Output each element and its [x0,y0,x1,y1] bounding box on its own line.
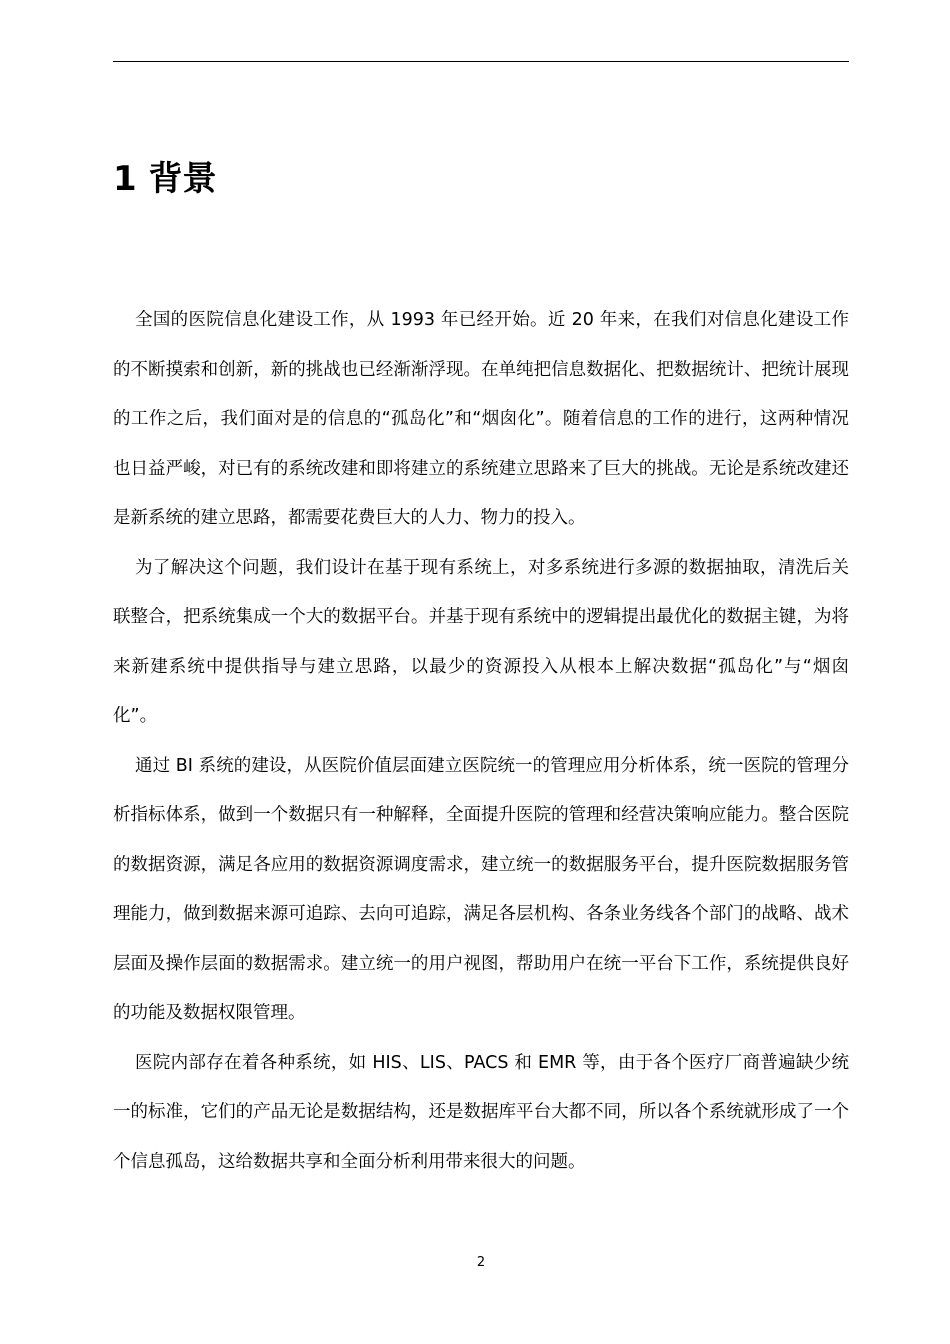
paragraph-3: 通过 BI 系统的建设，从医院价值层面建立医院统一的管理应用分析体系，统一医院的管理分析指标体系，做到一个数据只有一种解释，全面提升医院的管理和经营决策响应能力。整合医院的数据资源，满足各应用的数据资源调度需求，建立统一的数据服务平台，提升医院数据服务管理能力，做到数据来源可追踪、去向可追踪，满足各层机构、各条业务线各个部门的战略、战术层面及操作层面的数据需求。建立统一的用户视图，帮助用户在统一平台下工作，系统提供良好的功能及数据权限管理。 [113,755,849,1023]
body-text [113,296,849,1187]
header-rule [113,61,849,62]
section-title: 1 背景 [113,159,217,199]
paragraph-1: 全国的医院信息化建设工作，从 1993 年已经开始。近 20 年来，在我们对信息化建设工作的不断摸索和创新，新的挑战也已经渐渐浮现。在单纯把信息数据化、把数据统计、把统计展现的工作之后，我们面对是的信息的“孤岛化”和“烟囱化”。随着信息的工作的进行，这两种情况也日益严峻，对已有的系统改建和即将建立的系统建立思路来了巨大的挑战。无论是系统改建还是新系统的建立思路，都需要花费巨大的人力、物力的投入。 [113,310,849,528]
page-number: 2 [476,1255,486,1270]
paragraph-4: 医院内部存在着各种系统，如 HIS、LIS、PACS 和 EMR 等，由于各个医疗厂商普遍缺少统一的标准，它们的产品无论是数据结构，还是数据库平台大都不同，所以各个系统就形成了一个个信息孤岛，这给数据共享和全面分析利用带来很大的问题。 [113,1052,849,1172]
paragraph-2: 为了解决这个问题，我们设计在基于现有系统上，对多系统进行多源的数据抽取，清洗后关联整合，把系统集成一个大的数据平台。并基于现有系统中的逻辑提出最优化的数据主键，为将来新建系统中提供指导与建立思路，以最少的资源投入从根本上解决数据“孤岛化”与“烟囱化”。 [113,557,849,726]
